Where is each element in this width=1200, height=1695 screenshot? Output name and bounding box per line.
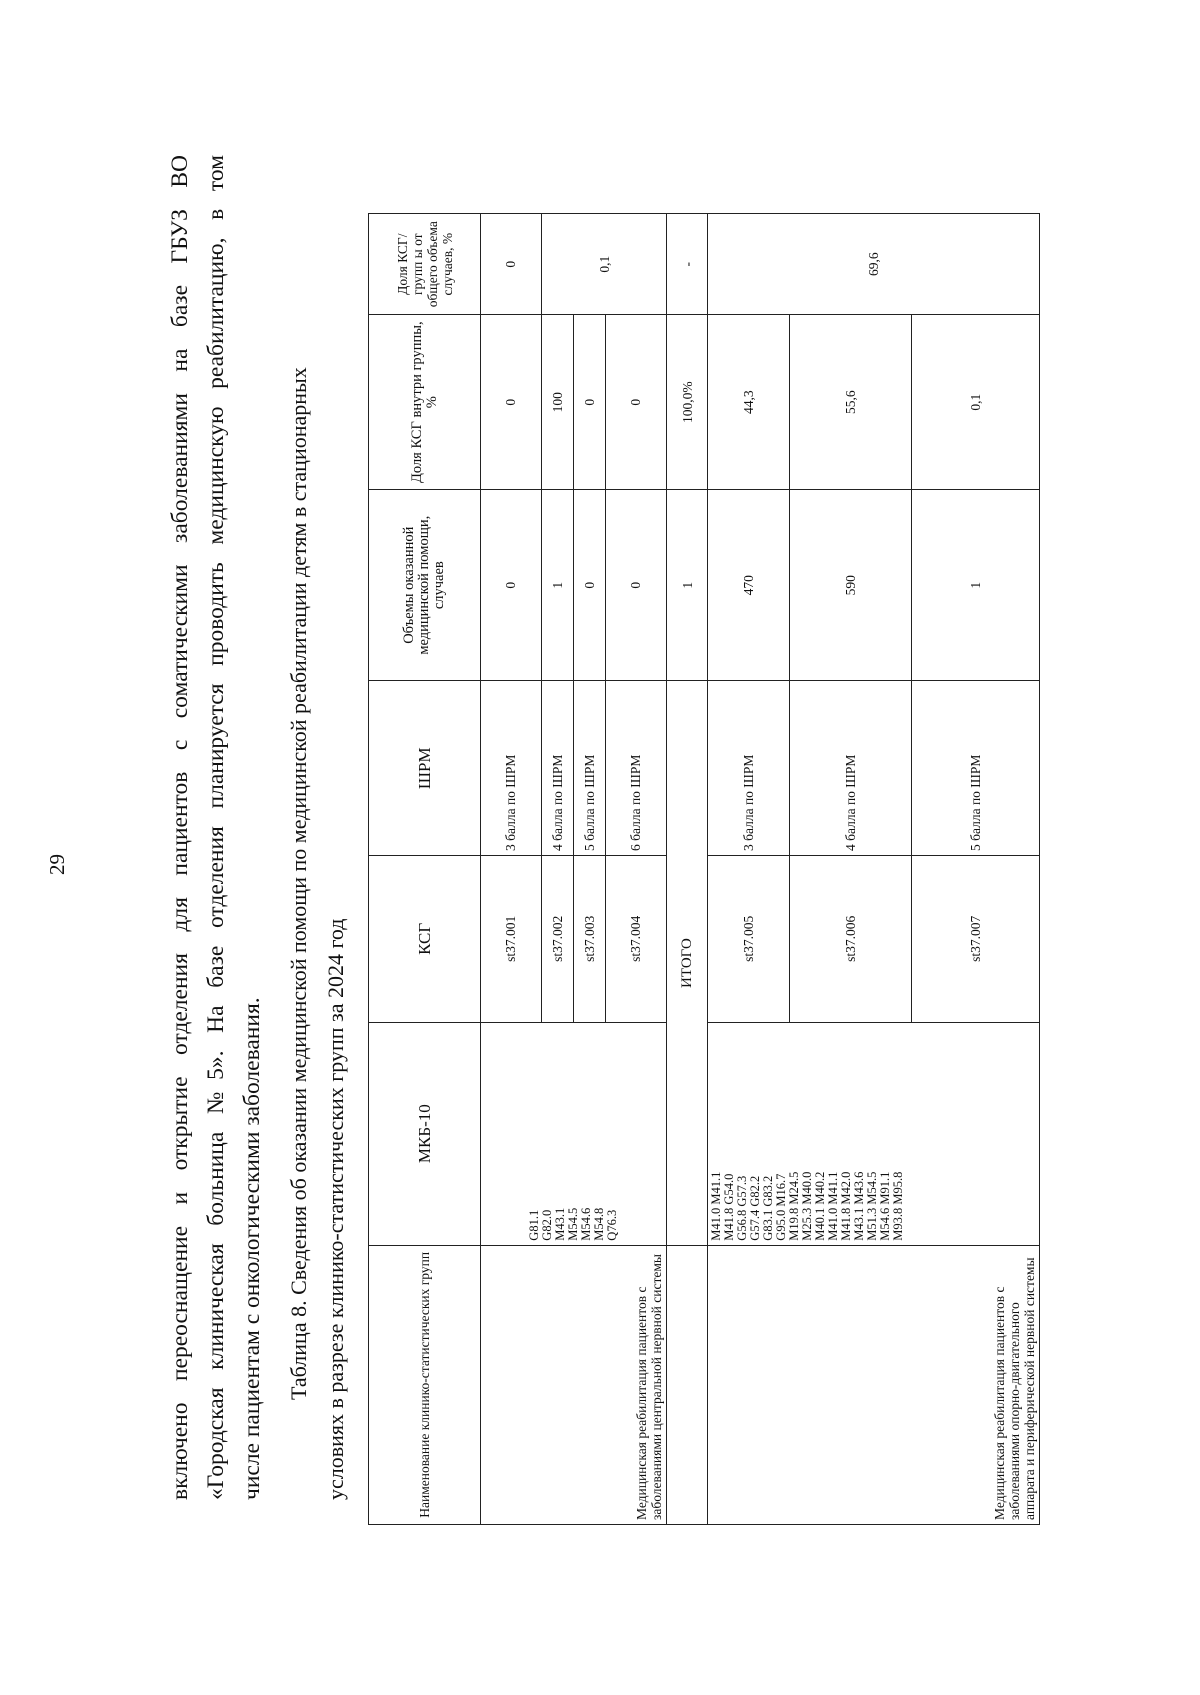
header-shrm: ШРМ: [369, 681, 481, 856]
caption-line-2: условиях в разрезе клинико-статистических групп за 2024 год: [323, 918, 348, 1500]
volume-value: 1: [912, 489, 1040, 680]
group1-mkb: [481, 1022, 667, 1245]
ksg-code: st37.002: [541, 856, 573, 1023]
ksg-code: st37.005: [707, 856, 789, 1023]
shrm-value: 6 балла по ШРМ: [605, 681, 667, 856]
group2-name: Медицинская реабилитация пациентов с заболеваниями опорно-двигательного аппарата и периферической нервной системы: [707, 1245, 1039, 1524]
shrm-value: 5 балла по ШРМ: [573, 681, 605, 856]
header-group: Наименование клинико-статистических групп: [369, 1245, 481, 1524]
shrm-value: 3 балла по ШРМ: [481, 681, 542, 856]
shrm-value: 3 балла по ШРМ: [707, 681, 789, 856]
group2-share-total: 69,6: [707, 214, 1039, 315]
total-label: ИТОГО: [667, 681, 707, 1245]
paragraph-line-2: «Городская клиническая больница №5». На базе отделения планируется проводить медицинскую реабилитацию, в том: [203, 155, 229, 1500]
total-spacer: [667, 1245, 707, 1524]
shrm-value: 4 балла по ШРМ: [789, 681, 911, 856]
ksg-code: st37.001: [481, 856, 542, 1023]
group1-mkb-codes: G81.1 G82.0 M43.1 M54.5 M54.6 M54.8 Q76.3: [527, 1207, 620, 1241]
ksg-table: [368, 213, 1040, 1525]
header-share-total: Доля КСГ/групп ы от общего объема случаев, %: [369, 214, 481, 315]
group1-share-total: 0,1: [541, 214, 667, 315]
group2-mkb-codes: M41.0 M41.1 M41.8 G54.0 G56.8 G57.3 G57.4 G82.2 G83.1 G83.2 G95.0 M16.7 M19.8 M24.5 M25.3 M40.0 M40.1 M40.2 M41.0 M41.1 M41.8 M42.0 M43.1 M43.6 M51.3 M54.5 M54.6 M91.1 M93.8 M95.8: [708, 1171, 905, 1241]
total-share: 100,0%: [667, 315, 707, 490]
ksg-code: st37.007: [912, 856, 1040, 1023]
volume-value: 0: [573, 489, 605, 680]
paragraph-line-1: включено переоснащение и открытие отделения для пациентов с соматическими заболеваниями на базе ГБУЗ ВО: [167, 155, 193, 1500]
intro-paragraph: [162, 155, 270, 1500]
share-value: 55,6: [789, 315, 911, 490]
share-value: 0,1: [912, 315, 1040, 490]
volume-value: 0: [605, 489, 667, 680]
share-value: 100: [541, 315, 573, 490]
total-volume: 1: [667, 489, 707, 680]
header-ksg: КСГ: [369, 856, 481, 1023]
volume-value: 590: [789, 489, 911, 680]
caption-line-1: Таблица 8. Сведения об оказании медицинской помощи по медицинской реабилитации детям в стационарных: [286, 367, 311, 1400]
share-total-value: 0: [481, 214, 542, 315]
group1-name: Медицинская реабилитация пациентов с заболеваниями центральной нервной системы: [481, 1245, 667, 1524]
volume-value: 1: [541, 489, 573, 680]
ksg-code: st37.006: [789, 856, 911, 1023]
share-value: 44,3: [707, 315, 789, 490]
total-share-total: -: [667, 214, 707, 315]
volume-value: 0: [481, 489, 542, 680]
paragraph-line-3: числе пациентам с онкологическими заболевания.: [239, 997, 265, 1500]
volume-value: 470: [707, 489, 789, 680]
group2-mkb: [707, 1022, 1039, 1245]
header-share-in-group: Доля КСГ внутри группы, %: [369, 315, 481, 490]
header-volume: Объемы оказанной медицинской помощи, случаев: [369, 489, 481, 680]
table-caption: [280, 155, 354, 1500]
ksg-code: st37.004: [605, 856, 667, 1023]
share-value: 0: [481, 315, 542, 490]
share-value: 0: [605, 315, 667, 490]
share-value: 0: [573, 315, 605, 490]
shrm-value: 4 балла по ШРМ: [541, 681, 573, 856]
header-mkb: МКБ-10: [369, 1022, 481, 1245]
shrm-value: 5 балла по ШРМ: [912, 681, 1040, 856]
page-number: 29: [45, 854, 69, 875]
ksg-code: st37.003: [573, 856, 605, 1023]
